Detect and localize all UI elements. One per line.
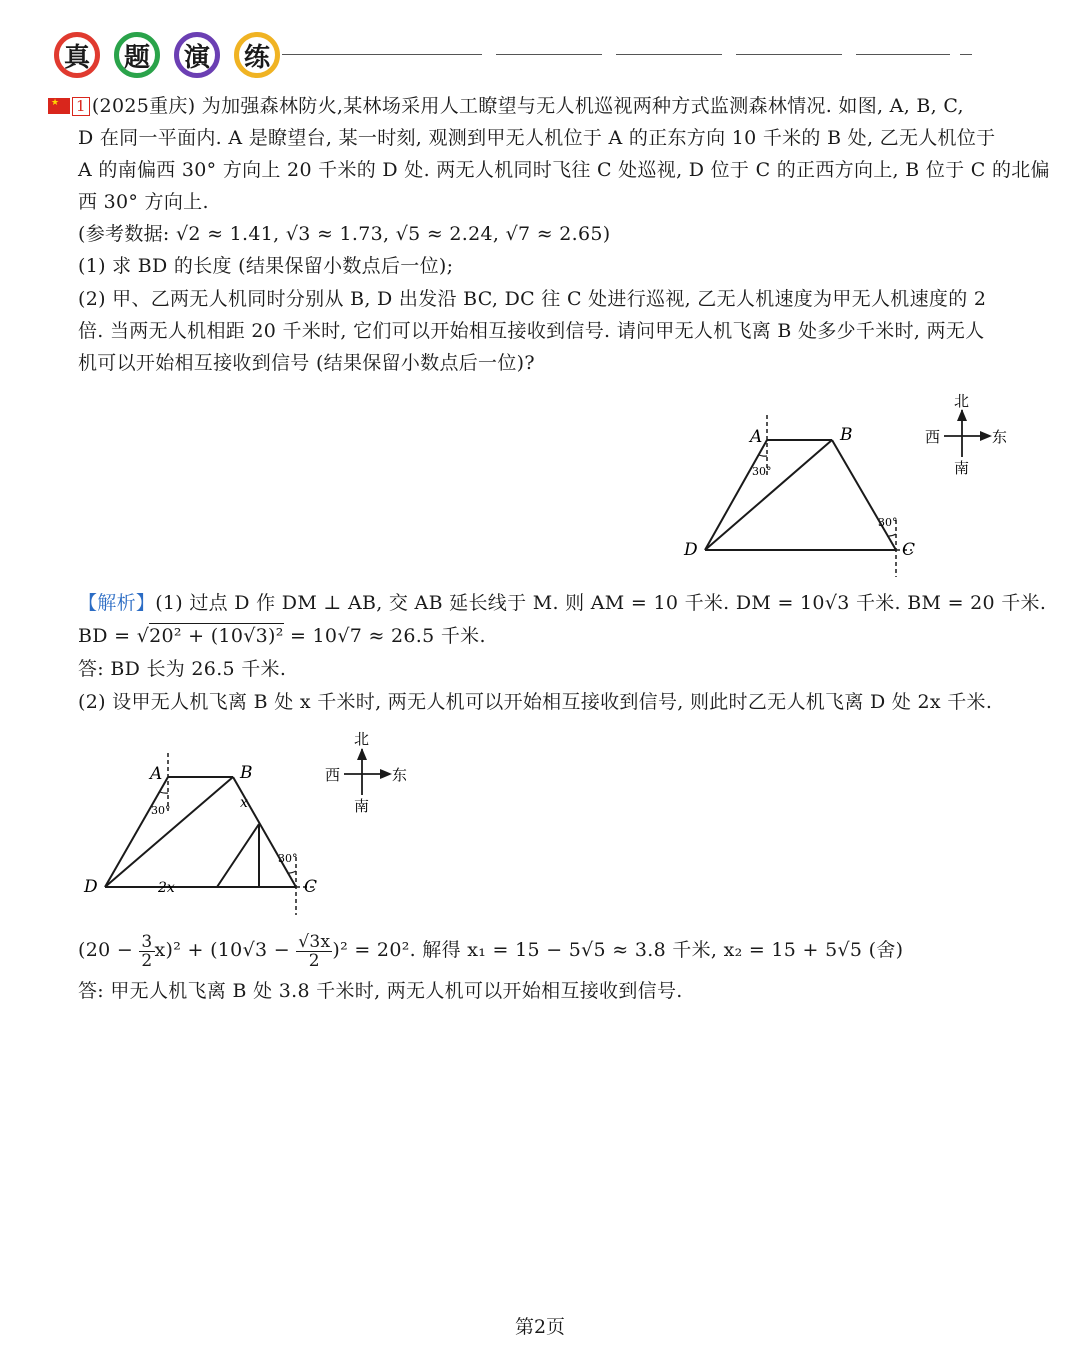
divider-gap — [482, 52, 496, 56]
eq-part-a: (20 − — [78, 939, 134, 961]
problem-line-3: A 的南偏西 30° 方向上 20 千米的 D 处. 两无人机同时飞往 C 处巡视, D 位于 C 的正西方向上, B 位于 C 的北偏 — [78, 159, 1050, 181]
frac2-num: √3x — [298, 931, 331, 952]
angle-arc-a — [160, 792, 168, 793]
angle-label-a: 30° — [752, 465, 772, 478]
solution-line-2 — [78, 620, 486, 652]
compass-north: 北 — [354, 730, 370, 748]
segment-ad — [705, 440, 767, 550]
divider-gap — [602, 52, 616, 56]
compass-north-arrow-icon — [957, 409, 967, 421]
problem-source: (2025重庆) — [91, 95, 196, 117]
solution-tag: 【解析】 — [78, 592, 156, 614]
label-a: A — [750, 427, 763, 447]
divider-gap — [842, 52, 856, 56]
eq-part-b: x)² + (10√3 − — [154, 939, 290, 961]
segment-drones — [217, 824, 259, 887]
label-x: x — [240, 795, 248, 811]
bd-prefix: BD = — [78, 625, 131, 647]
compass-west: 西 — [325, 766, 341, 784]
reference-data: (参考数据: √2 ≈ 1.41, √3 ≈ 1.73, √5 ≈ 2.24, √7 ≈ 2.65) — [78, 223, 611, 245]
compass-south: 南 — [954, 459, 970, 477]
fraction-sqrt3x-over-2 — [296, 933, 332, 970]
solution-line-1 — [78, 587, 1046, 619]
sqrt-radicand: 20² + (10√3)² — [149, 625, 284, 647]
final-answer: 答: 甲无人机飞离 B 处 3.8 千米时, 两无人机可以开始相互接收到信号. — [78, 980, 683, 1002]
problem-text: 为加强森林防火,某林场采用人工瞭望与无人机巡视两种方式监测森林情况. 如图, A, B, C, — [201, 95, 964, 117]
problem-line-4: 西 30° 方向上. — [78, 191, 209, 213]
frac1-num: 3 — [141, 931, 153, 952]
segment-bd — [705, 440, 832, 550]
angle-label-c: 30° — [878, 516, 898, 529]
problem-line-1 — [48, 90, 964, 122]
compass-east: 东 — [392, 766, 408, 784]
angle-label-c: 30° — [278, 852, 298, 865]
page-number: 第2页 — [514, 1316, 566, 1338]
compass-south: 南 — [354, 797, 370, 815]
figure-1 — [670, 385, 1030, 585]
solution-line-4: (2) 设甲无人机飞离 B 处 x 千米时, 两无人机可以开始相互接收到信号, 则此时乙无人机飞离 D 处 2x 千米. — [78, 691, 993, 713]
compass-east-arrow-icon — [380, 769, 392, 779]
figure-2 — [78, 725, 438, 920]
badge-zhen: 真 — [54, 32, 100, 78]
segment-ad — [105, 777, 168, 887]
badge-lian: 练 — [234, 32, 280, 78]
question-1: (1) 求 BD 的长度 (结果保留小数点后一位); — [78, 255, 454, 277]
fraction-3-over-2 — [139, 933, 154, 970]
label-c: C — [902, 540, 916, 560]
solution-step-1: (1) 过点 D 作 DM ⊥ AB, 交 AB 延长线于 M. 则 AM = 10 千米. DM = 10√3 千米. BM = 20 千米. — [155, 592, 1047, 614]
label-d: D — [684, 540, 698, 560]
angle-arc-a — [759, 455, 767, 456]
label-2x: 2x — [158, 880, 175, 896]
badge-yan: 演 — [174, 32, 220, 78]
section-header — [50, 28, 980, 84]
compass-north-arrow-icon — [357, 748, 367, 760]
equation-line — [78, 930, 903, 970]
badge-ti: 题 — [114, 32, 160, 78]
header-divider — [282, 54, 972, 55]
label-d: D — [84, 877, 98, 897]
eq-part-c: )² = 20². 解得 x₁ = 15 − 5√5 ≈ 3.8 千米, x₂ = 15 + 5√5 (舍) — [332, 939, 904, 961]
question-number: 1 — [72, 97, 90, 116]
segment-bd — [105, 777, 233, 887]
sqrt-sign: √ — [136, 625, 150, 647]
divider-gap — [722, 52, 736, 56]
bd-result: = 10√7 ≈ 26.5 千米. — [289, 625, 486, 647]
angle-label-a: 30° — [151, 804, 171, 817]
divider-gap — [950, 52, 960, 56]
compass-east-arrow-icon — [980, 431, 992, 441]
question-2-line-3: 机可以开始相互接收到信号 (结果保留小数点后一位)? — [78, 352, 535, 374]
question-2-line-2: 倍. 当两无人机相距 20 千米时, 它们可以开始相互接收到信号. 请问甲无人机飞离 B 处多少千米时, 两无人 — [78, 320, 985, 342]
frac2-den: 2 — [308, 950, 320, 971]
label-b: B — [240, 763, 253, 783]
label-b: B — [840, 425, 853, 445]
compass-east: 东 — [992, 428, 1008, 446]
segment-bc — [832, 440, 896, 550]
compass-west: 西 — [925, 428, 941, 446]
star-flag-icon — [48, 98, 70, 114]
problem-line-2: D 在同一平面内. A 是瞭望台, 某一时刻, 观测到甲无人机位于 A 的正东方向 10 千米的 B 处, 乙无人机位于 — [78, 127, 996, 149]
label-c: C — [304, 877, 318, 897]
solution-line-3: 答: BD 长为 26.5 千米. — [78, 658, 287, 680]
compass-north: 北 — [954, 392, 970, 410]
label-a: A — [150, 764, 163, 784]
frac1-den: 2 — [141, 950, 153, 971]
segment-bc — [233, 777, 296, 887]
question-2-line-1: (2) 甲、乙两无人机同时分别从 B, D 出发沿 BC, DC 往 C 处进行巡视, 乙无人机速度为甲无人机速度的 2 — [78, 288, 987, 310]
